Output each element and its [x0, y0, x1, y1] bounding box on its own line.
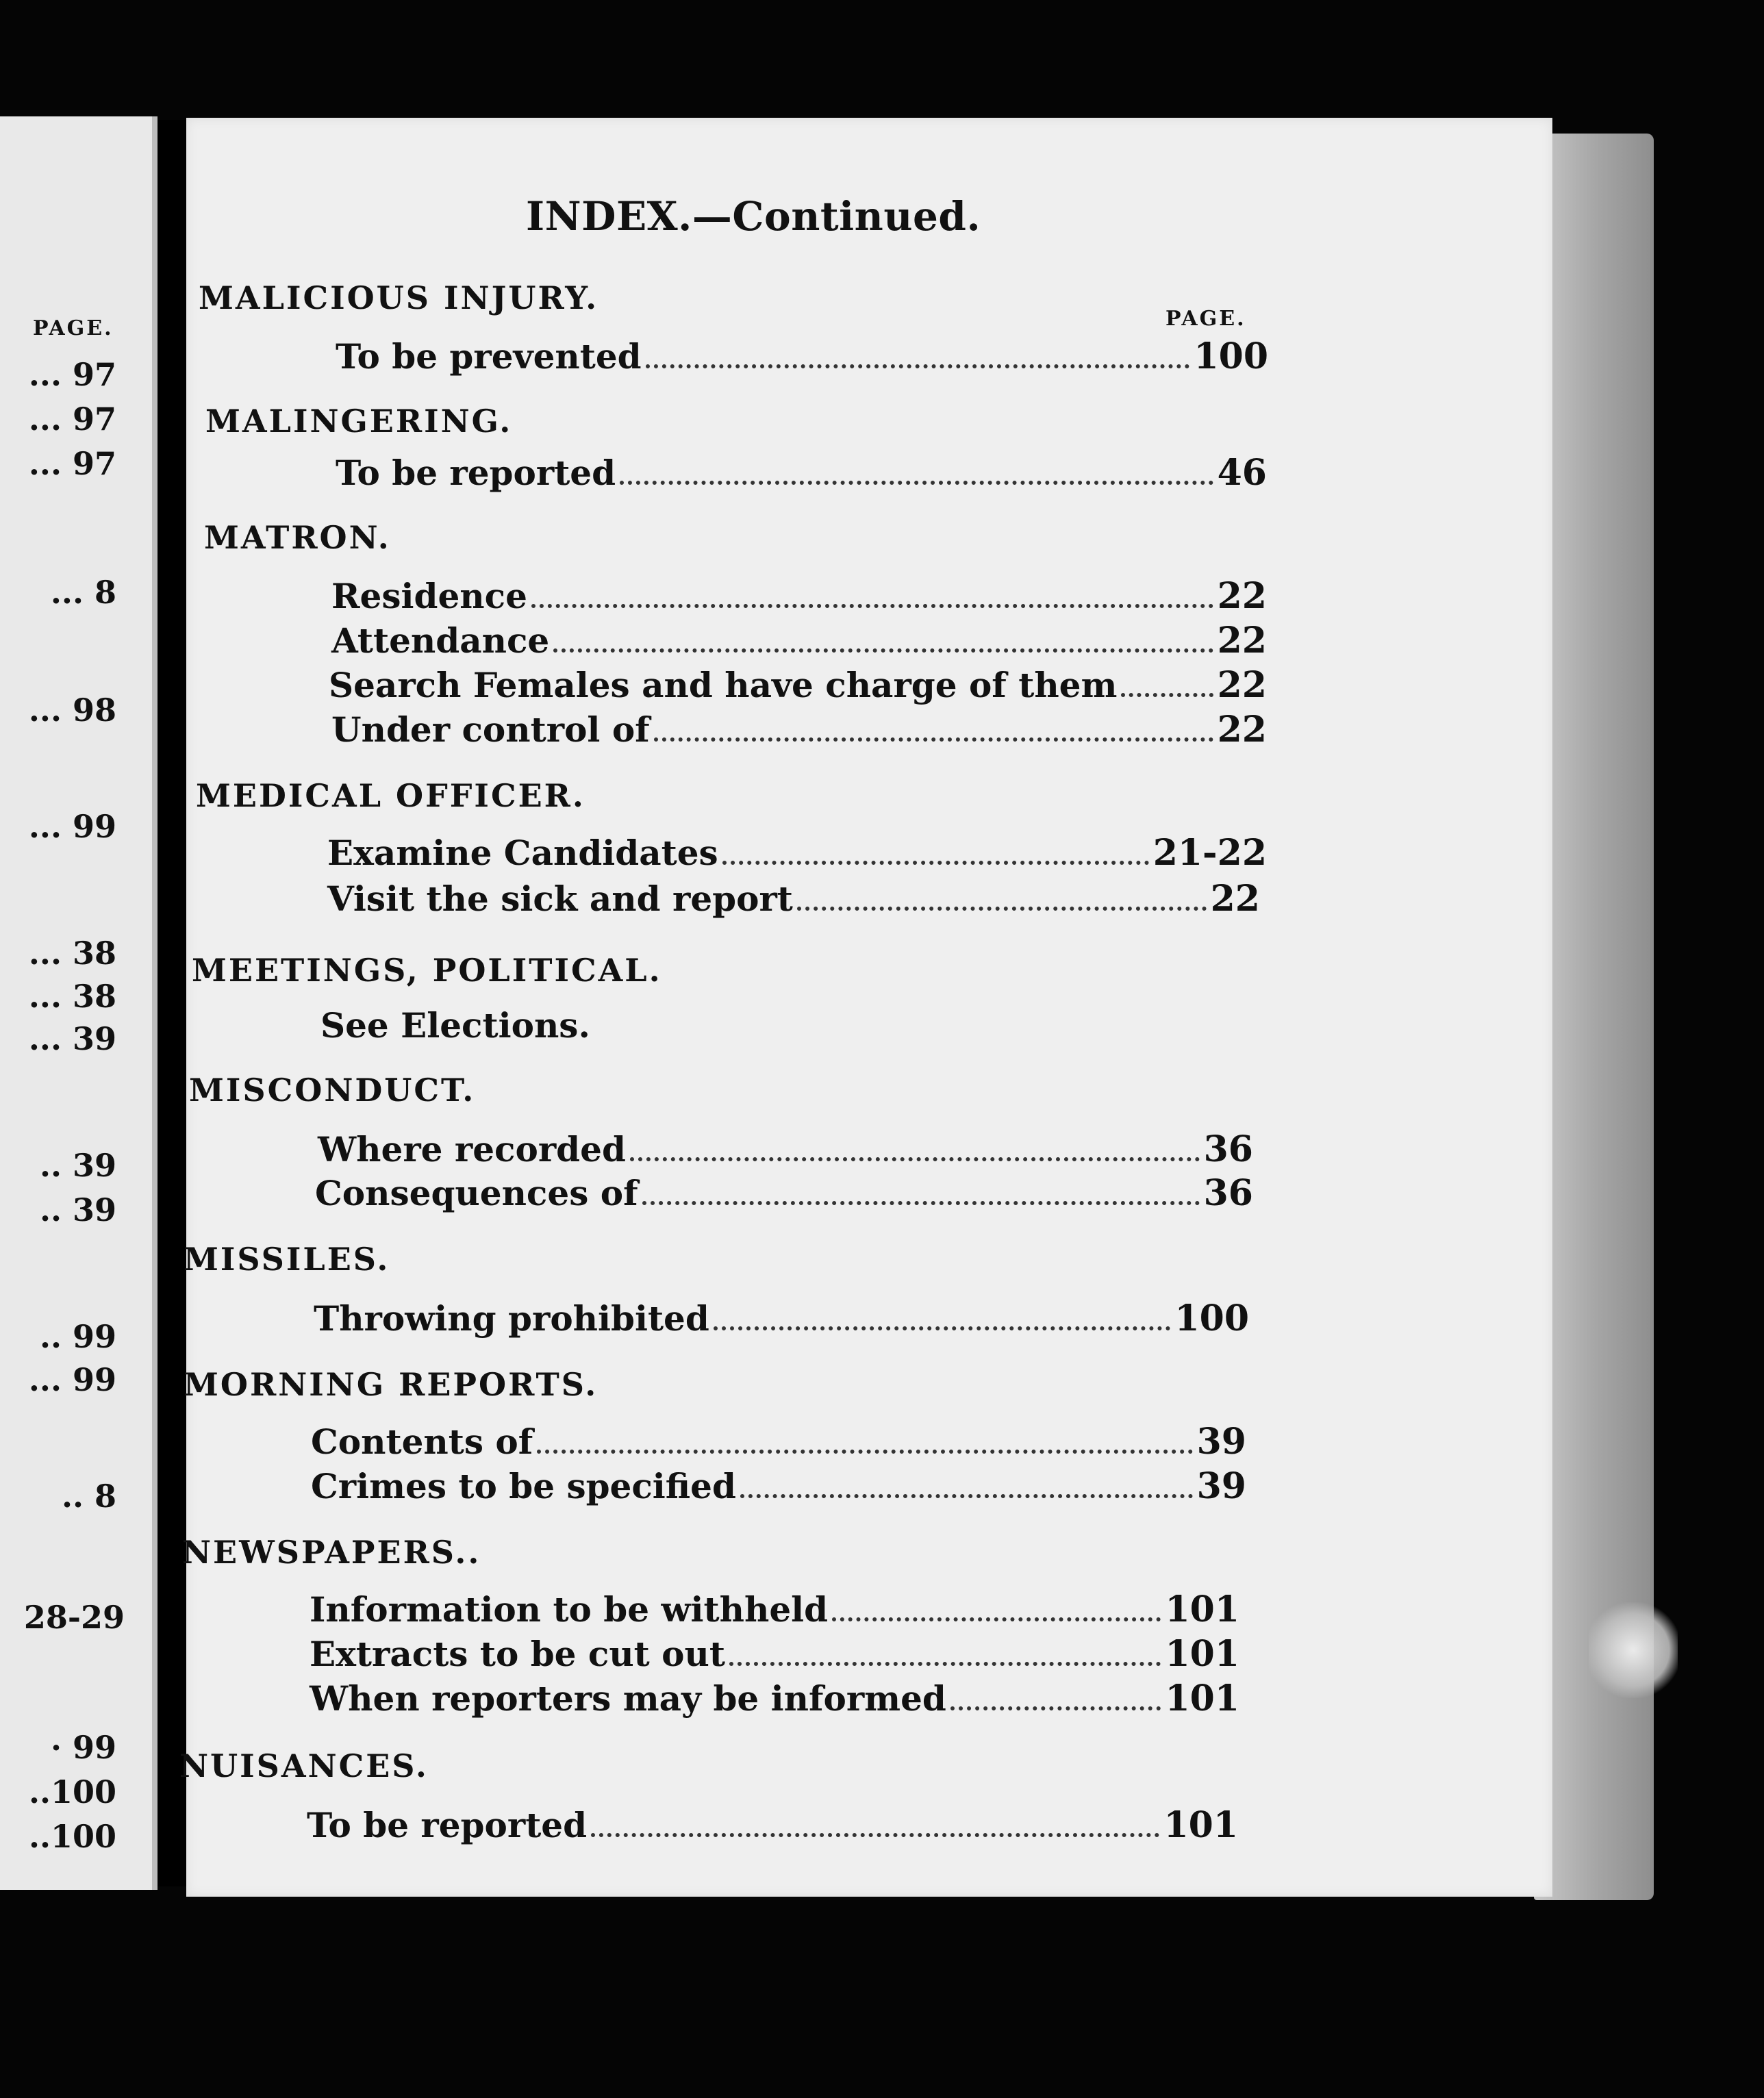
entry-page: 22	[1217, 575, 1267, 617]
entry-label: When reporters may be informed	[310, 1678, 946, 1719]
entry-label: Residence	[331, 576, 527, 616]
index-entry	[307, 1804, 1238, 1846]
index-entry	[315, 1172, 1253, 1214]
index-entry	[327, 832, 1267, 874]
entry-page: 39	[1196, 1421, 1246, 1463]
index-heading: MEETINGS, POLITICAL.	[192, 952, 662, 989]
entry-page: 46	[1217, 452, 1267, 494]
previous-page-edge	[0, 116, 158, 1890]
dot-leader	[642, 1201, 1200, 1205]
entry-label: To be reported	[336, 453, 616, 493]
entry-label: Consequences of	[315, 1173, 638, 1213]
dot-leader	[620, 481, 1213, 485]
entry-page: 36	[1203, 1172, 1253, 1214]
entry-label: To be reported	[307, 1805, 588, 1845]
dot-leader	[832, 1617, 1161, 1621]
dot-leader	[722, 861, 1149, 865]
index-heading: MORNING REPORTS.	[184, 1366, 598, 1403]
dot-leader	[714, 1326, 1171, 1330]
entry-label: Examine Candidates	[327, 833, 718, 873]
index-entry	[314, 1298, 1249, 1339]
previous-page-row: ... 8	[50, 574, 116, 611]
previous-page-row: · 99	[50, 1729, 116, 1766]
index-heading: MISCONDUCT.	[189, 1072, 476, 1109]
entry-page: 21-22	[1152, 832, 1267, 874]
index-entry	[311, 1465, 1246, 1507]
index-heading: MISSILES.	[184, 1241, 390, 1278]
entry-page: 101	[1163, 1804, 1238, 1846]
dot-leader	[1121, 693, 1213, 697]
previous-page-row: .. 39	[39, 1147, 116, 1184]
index-entry	[327, 878, 1260, 920]
entry-page: 101	[1165, 1633, 1239, 1675]
entry-page: 100	[1174, 1298, 1249, 1339]
dot-leader	[537, 1450, 1192, 1454]
entry-page: 39	[1196, 1465, 1246, 1507]
index-heading: MEDICAL OFFICER.	[196, 777, 585, 814]
dot-leader	[646, 364, 1190, 368]
index-heading: MATRON.	[204, 519, 391, 556]
book-spine-shadow	[158, 120, 190, 1886]
previous-page-row: .. 39	[39, 1191, 116, 1228]
previous-page-row: ... 97	[28, 356, 116, 393]
index-heading: MALINGERING.	[205, 403, 513, 440]
index-entry	[331, 575, 1267, 617]
index-entry	[318, 1128, 1253, 1170]
entry-label: Throwing prohibited	[314, 1298, 709, 1339]
index-entry	[331, 620, 1267, 661]
previous-page-label: PAGE.	[33, 316, 114, 340]
entry-label: Visit the sick and report	[327, 879, 793, 919]
entry-label: Contents of	[311, 1421, 533, 1462]
dot-leader	[797, 907, 1207, 911]
entry-page: 22	[1217, 620, 1267, 661]
page-column-label: PAGE.	[1166, 307, 1246, 331]
entry-label: Crimes to be specified	[311, 1466, 736, 1506]
index-heading: MALICIOUS INJURY.	[199, 279, 599, 316]
entry-label: Information to be withheld	[310, 1589, 829, 1630]
entry-label: To be prevented	[336, 336, 642, 377]
dot-leader	[531, 604, 1213, 608]
previous-page-row: .. 8	[61, 1478, 116, 1515]
entry-label: See Elections.	[320, 1005, 590, 1046]
entry-label: Extracts to be cut out	[310, 1634, 725, 1674]
dot-leader	[553, 648, 1213, 653]
page-title: INDEX.—Continued.	[526, 193, 981, 240]
entry-page: 22	[1210, 878, 1260, 920]
index-entry	[336, 336, 1268, 377]
dot-leader	[630, 1157, 1200, 1161]
index-entry	[310, 1633, 1239, 1675]
dot-leader	[591, 1833, 1159, 1837]
paper-damage-mark	[1589, 1602, 1678, 1698]
previous-page-row: ... 38	[28, 978, 116, 1015]
dot-leader	[654, 737, 1213, 742]
previous-page-row: ... 39	[28, 1020, 116, 1057]
previous-page-row: ... 97	[28, 445, 116, 482]
entry-page: 36	[1203, 1128, 1253, 1170]
index-entry	[310, 1589, 1239, 1630]
previous-page-row: .. 99	[39, 1318, 116, 1355]
previous-page-row: ... 98	[28, 692, 116, 729]
previous-page-row: 28-29	[23, 1599, 125, 1636]
index-heading: NEWSPAPERS..	[182, 1534, 481, 1571]
previous-page-row: ... 99	[28, 1361, 116, 1398]
dot-leader	[740, 1494, 1193, 1498]
index-entry	[320, 1005, 590, 1046]
entry-label: Where recorded	[318, 1129, 626, 1170]
previous-page-row: ..100	[28, 1773, 116, 1810]
dot-leader	[950, 1706, 1161, 1710]
dot-leader	[729, 1662, 1161, 1666]
entry-page: 101	[1165, 1678, 1239, 1719]
entry-label: Attendance	[331, 620, 550, 661]
previous-page-row: ... 97	[28, 401, 116, 438]
index-entry	[331, 709, 1267, 750]
previous-page-row: ... 99	[28, 808, 116, 845]
entry-page: 22	[1217, 709, 1267, 750]
index-entry	[336, 452, 1267, 494]
entry-label: Under control of	[331, 709, 650, 750]
entry-page: 100	[1194, 336, 1268, 377]
previous-page-row: ... 38	[28, 935, 116, 972]
entry-page: 22	[1217, 664, 1267, 706]
index-entry	[310, 1678, 1239, 1719]
previous-page-row: ..100	[28, 1818, 116, 1855]
entry-page: 101	[1165, 1589, 1239, 1630]
entry-label: Search Females and have charge of them	[329, 665, 1118, 705]
index-entry	[329, 664, 1267, 706]
index-entry	[311, 1421, 1246, 1463]
index-heading: NUISANCES.	[179, 1747, 429, 1784]
